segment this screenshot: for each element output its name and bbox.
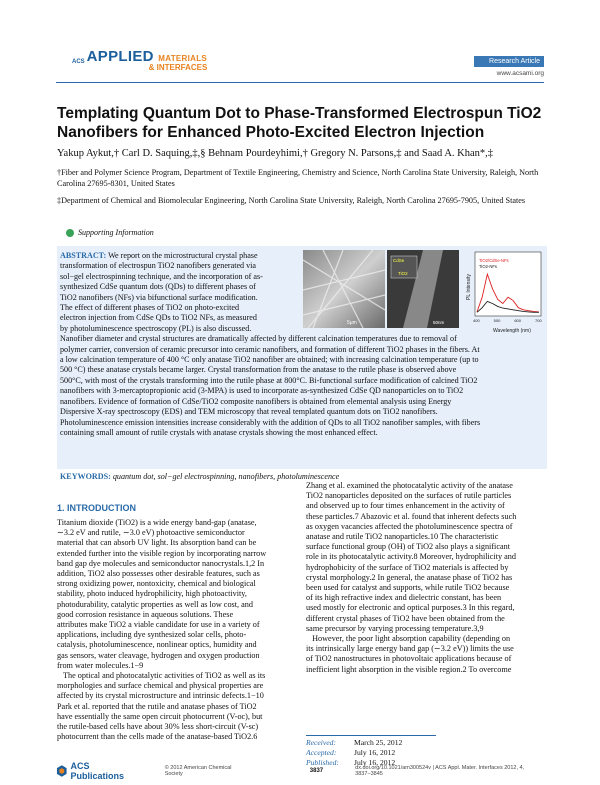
sem-image bbox=[303, 250, 385, 328]
body-line: good corrosion resistance in aqueous solutions. These bbox=[57, 609, 234, 619]
body-line: catalysis, photoluminescence, nonlinear optics, humidity and bbox=[57, 640, 257, 650]
body-line: band gap dye molecules and semiconductor nanocrystals.1,2 In bbox=[57, 558, 265, 568]
body-line: surface functional group (OH) of TiO2 also plays a significant bbox=[306, 542, 510, 552]
abstract-line: transformation of electrospun TiO2 nanofibers generated via bbox=[60, 261, 256, 271]
body-line: hydrophobicity of the surface of TiO2 materials is affected by bbox=[306, 562, 509, 572]
body-line: strong oxidizing power, nontoxicity, chemical and biological bbox=[57, 579, 256, 589]
body-line: addition, TiO2 also possesses other desirable features, such as bbox=[57, 569, 260, 579]
body-line: applications, including dye synthesized solar cells, photo- bbox=[57, 630, 247, 640]
pl-chart bbox=[466, 252, 542, 334]
abstract-line: nanofibers with 3-mercaptopropionic acid (3-MPA) is used to incorporate as-synthesized CdSe QD nanoparticles on to TiO2 bbox=[60, 386, 464, 396]
page-number: 3837 bbox=[309, 768, 324, 774]
body-line: of its high refractive index and dielectric constant, has been bbox=[306, 593, 502, 603]
article-type-badge: Research Article bbox=[474, 56, 544, 67]
legend-entry: TiO2/CdSe-NFs bbox=[479, 258, 509, 263]
plus-circle-icon bbox=[66, 229, 74, 237]
tick-label: 500 bbox=[493, 318, 501, 323]
abstract-line: Photoluminescence emission intensities increase considerably with the addition of QDs to all TiO2 nanofiber samples, with fibers bbox=[60, 417, 481, 427]
body-line: have essentially the same open circuit photocurrent (V-oc), but bbox=[57, 711, 263, 721]
abstract-line: synthesized CdSe quantum dots (QDs) to different phases of bbox=[60, 282, 256, 292]
date-accepted: Accepted: July 16, 2012 bbox=[306, 748, 396, 757]
keywords-text: quantum dot, sol−gel electrospinning, nanofibers, photoluminescence bbox=[112, 472, 340, 481]
intro-column-2 bbox=[306, 481, 546, 675]
abstract-line: a low calcination temperature of 400 °C only anatase TiO2 nanofiber are obtained; with increasing calcination temperature (up to bbox=[60, 355, 479, 365]
dates-rule bbox=[306, 735, 436, 736]
body-line: same precursor by varying processing temperature.3,9 bbox=[306, 623, 484, 633]
abstract-line: containing small amount of rutile crystals with anatase crystals showing the most enhanced effect. bbox=[60, 427, 378, 437]
body-line: anatase and rutile TiO2 nanoparticles.10 The characteristic bbox=[306, 532, 499, 542]
legend-entry: TiO2-NFs bbox=[479, 264, 497, 269]
abstract-line: Dispersive X-ray spectroscopy (EDS) and TEM microscopy that reveal templated quantum dots on TiO2 nanofibers. bbox=[60, 407, 438, 417]
body-line: from water molecules.1−9 bbox=[57, 660, 144, 670]
body-line: Zhang et al. examined the photocatalytic activity of the anatase bbox=[306, 481, 513, 490]
tick-label: 600 bbox=[514, 318, 522, 323]
abstract-line: 500 °C) these anatase crystals became larger. Crystal transformation from the anatase to the rutile phase is observed above bbox=[60, 365, 457, 375]
page-footer bbox=[56, 762, 546, 780]
sem-scale-label: 5μm bbox=[347, 320, 357, 326]
affiliation: †Fiber and Polymer Science Program, Department of Textile Engineering, Chemistry and Science, North Carolina State University, Raleigh, North Carolina 27695-8301, United States bbox=[57, 168, 539, 188]
affiliation: ‡Department of Chemical and Biomolecular Engineering, North Carolina State University, Raleigh, North Carolina 27695-7905, United States bbox=[57, 196, 526, 205]
body-line: However, the poor light absorption capability (depending on bbox=[306, 634, 511, 644]
tick-label: 400 bbox=[473, 318, 480, 323]
keywords-heading: KEYWORDS: bbox=[60, 472, 111, 481]
toc-graphic bbox=[303, 250, 545, 338]
date-published: Published: July 16, 2012 bbox=[306, 758, 396, 767]
body-line: extended further into the visible region by incorporating narrow bbox=[57, 548, 267, 558]
abstract-line: TiO2 nanofibers (NFs) via bifunctional surface modification. bbox=[60, 292, 258, 302]
body-line: its intrinsically large energy band gap (∼3.2 eV)) limits the use bbox=[306, 644, 514, 654]
abstract-line: 500°C, with most of the crystals transforming into the rutile phase at 800°C. Bi-functional surface modification of calcined TiO2 bbox=[60, 375, 478, 385]
chart-xlabel: Wavelength (nm) bbox=[493, 328, 531, 334]
date-received: Received: March 25, 2012 bbox=[306, 738, 403, 747]
body-line: these particles.7 Abazovic et al. found that inherent defects such bbox=[306, 511, 517, 521]
toc-graphic-svg bbox=[303, 250, 545, 338]
journal-name bbox=[87, 50, 208, 72]
journal-url[interactable]: www.acsami.org bbox=[496, 70, 544, 77]
abstract-line: sol−gel electrospinning technique, and the incorporation of as- bbox=[60, 271, 263, 281]
body-line: crystal morphology.2 In general, the anatase phase of TiO2 has bbox=[306, 572, 513, 582]
title-line: Templating Quantum Dot to Phase-Transformed Electrospun TiO2 bbox=[57, 105, 542, 122]
body-line: gas sensors, water cleavage, hydrogen and oxygen production bbox=[57, 650, 260, 660]
intro-column-1 bbox=[57, 518, 289, 742]
abstract-line: by photoluminescence spectroscopy (PL) is also discussed. bbox=[60, 323, 252, 333]
abstract-line: polymer carrier, conversion of ceramic precursor into ceramic nanofibers, and formation of different TiO2 phases in the fibers. At bbox=[60, 344, 480, 354]
abstract-line: electron injection from CdSe QDs to TiO2 NFs, as measured bbox=[60, 313, 257, 323]
article-title bbox=[57, 104, 547, 142]
copyright: © 2012 American Chemical Society bbox=[164, 765, 232, 777]
abstract-line: nanofibers. Evidence of formation of CdSe/TiO2 composite nanofibers is obtained from elemental analysis using Energy bbox=[60, 396, 452, 406]
acs-hex-icon bbox=[56, 765, 68, 777]
body-line: the rutile-based cells have about 30% less short-circuit (V-sc) bbox=[57, 722, 259, 732]
body-line: affected by its crystal microstructure and intrinsic defects.1−10 bbox=[57, 691, 264, 701]
abstract-heading: ABSTRACT: bbox=[60, 251, 107, 260]
chart-ylabel: PL Intensity bbox=[466, 274, 472, 300]
body-line: used mostly for electronic and optical purposes.3 In this regard, bbox=[306, 603, 515, 613]
body-line: TiO2 nanoparticles deposited on the surfaces of rutile particles bbox=[306, 491, 512, 501]
body-line: photocurrent than the cells made of the anatase-based TiO2.6 bbox=[57, 732, 258, 742]
body-line: attributes make TiO2 a viable candidate for use in a variety of bbox=[57, 620, 260, 630]
abstract-line: The effect of different phases of TiO2 on photo-excited bbox=[60, 303, 240, 313]
author-list: Yakup Aykut,† Carl D. Saquing,‡,§ Behnam Pourdeyhimi,† Gregory N. Parsons,‡ and Saad A. Khan*,‡ bbox=[57, 148, 494, 159]
doi-citation[interactable]: dx.doi.org/10.1021/am300524v | ACS Appl. Mater. Interfaces 2012, 4, 3837−3845 bbox=[355, 765, 525, 777]
header-rule bbox=[56, 82, 544, 83]
section-heading: 1. INTRODUCTION bbox=[57, 503, 137, 513]
body-line: inefficient light absorption in the visible region.2 To overcome bbox=[306, 664, 512, 674]
journal-logo bbox=[72, 50, 207, 72]
body-line: material that can absorb UV light. Its absorption band can be bbox=[57, 538, 257, 548]
acs-logo-text: ACS bbox=[72, 59, 85, 65]
body-line: as oxygen vacancies affected the photoluminescence spectra of bbox=[306, 521, 513, 531]
journal-name-applied: APPLIED MATERIALS bbox=[86, 48, 208, 65]
abstract-line: ABSTRACT: We report on the microstructural crystal phase bbox=[60, 251, 258, 260]
tem-label-tio2: TiO2 bbox=[398, 271, 408, 276]
supporting-information-label: Supporting Information bbox=[78, 228, 154, 237]
body-line: been used for catalyst and supports, while rutile TiO2 because bbox=[306, 583, 510, 593]
tick-label: 700 bbox=[535, 318, 542, 323]
body-line: role in its photocatalytic activity.8 Moreover, hydrophilicity and bbox=[306, 552, 516, 562]
body-line: different crystal phases of TiO2 have been obtained from the bbox=[306, 613, 505, 623]
acs-publications-logo[interactable]: ACS Publications bbox=[56, 761, 143, 781]
abstract-narrow bbox=[60, 251, 298, 334]
body-line: Park et al. reported that the rutile and anatase phases of TiO2 bbox=[57, 701, 257, 711]
tem-label-cdse: CdSe bbox=[393, 258, 405, 263]
body-line: morphologies and surface chemical and physical properties are bbox=[57, 681, 264, 691]
title-line: Nanofibers for Enhanced Photo-Excited Electron Injection bbox=[57, 124, 485, 141]
body-line: Titanium dioxide (TiO2) is a wide energy band-gap (anatase, bbox=[57, 518, 257, 527]
body-line: The optical and photocatalytic activities of TiO2 as well as its bbox=[57, 671, 266, 681]
tem-scale-label: 50nm bbox=[433, 320, 445, 325]
body-line: of TiO2 nanostructures in photovoltaic applications because of bbox=[306, 654, 512, 664]
body-line: and observed up to four times enhancement in the activity of bbox=[306, 501, 505, 511]
journal-name-interfaces: & INTERFACES bbox=[148, 63, 208, 72]
supporting-information-link[interactable] bbox=[66, 228, 154, 237]
body-line: ∼3.2 eV and rutile, ∼3.0 eV) photoactive semiconductor bbox=[57, 528, 245, 538]
body-line: stability, photo induced hydrophilicity, high photoactivity, bbox=[57, 589, 247, 599]
body-line: photodurability, catalytic properties as well as low cost, and bbox=[57, 599, 253, 609]
abstract-line: Nanofiber diameter and crystal structures are dramatically affected by different calcination temperatures due to removal of bbox=[60, 334, 457, 344]
